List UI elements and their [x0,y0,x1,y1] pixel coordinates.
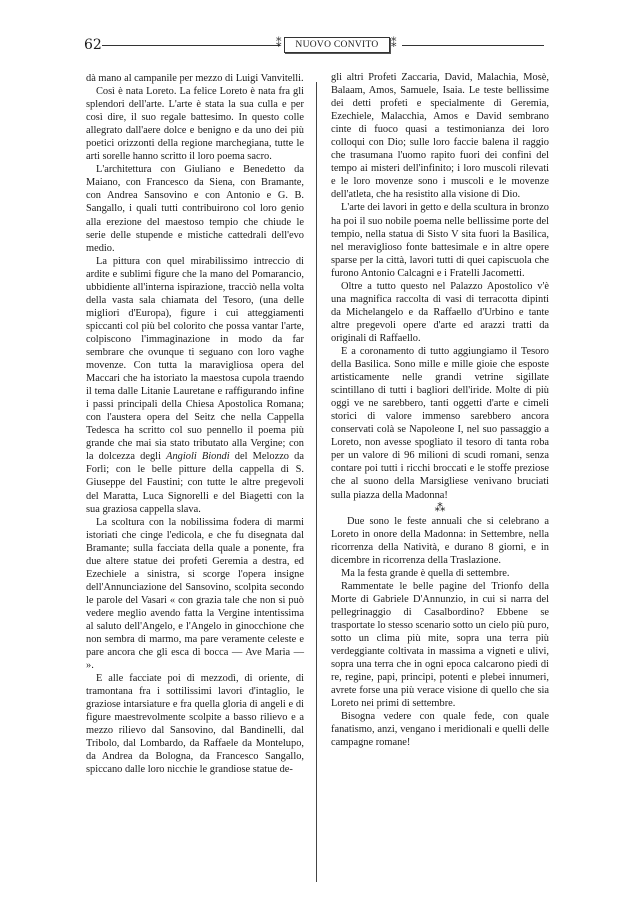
paragraph: E a coronamento di tutto aggiungiamo il Tesoro della Basilica. Sono mille e mille gioie che esposte artisticamente nelle grandi vetrine sigillate scintillano di tutti i bagliori dell'iride. Molte di più oggi ve ne sarebbero, tanti oggetti d'arte e cimeli storici di valore immenso sarebbero ancora conservati colà se Napoleone I, nel suo passaggio a Loreto, non avesse spogliato il tesoro di tanta roba per un valore di 96 milioni di scudi romani, senza contare poi tutti i ricchi broccati e le stoffe preziose che al suono della Marsigliese venivano bruciati sulla piazza della Madonna! [331,345,549,501]
ornament-icon: ⁑ [276,37,282,50]
italic-title: Angioli Biondi [166,451,230,463]
paragraph: Rammentate le belle pagine del Trionfo della Morte di Gabriele D'Annunzio, in cui si narra del pellegrinaggio di Casalbordino? Ebbene se trasportate lo stesso scenario sotto un cielo più puro, sotto un clima più mite, sopra una terra più verdeggiante coltivata in massima a vigneti e ulivi, sopra una terra che in ogni epoca calcarono piedi di re, regine, papi, principi, potenti e plebei innumeri, avrete forse una più verace visione di quello che sia Loreto nei primi di settembre. [331,580,549,710]
paragraph [86,255,304,516]
section-feste [331,515,549,750]
header-rule-left [102,45,280,46]
column-divider [316,82,317,882]
page-number: 62 [84,37,102,53]
paragraph: Bisogna vedere con quale fede, con quale fanatismo, anzi, vengano i meridionali e quelli delle campagne romane! [331,711,549,749]
running-header [84,36,544,58]
paragraph: gli altri Profeti Zaccaria, David, Malachia, Mosè, Balaam, Amos, Samuele, Isaia. Le teste bellissime dei detti profeti e specialmente di Geremia, Ezechiele, Malacchia, Amos e David sembrano cinte di fuoco quasi a testimonianza dei loro colloqui con Dio; sulle loro faccie balena il raggio che trasumana l'uomo rapito fuori dei confini del tempo ai misteri dell'infinito; i loro muscoli rilevati e le loro movenze sono i muscoli e le movenze dell'atleta, che ha resistito alla visione di Dio. [331,72,549,201]
paragraph: Così è nata Loreto. La felice Loreto è nata fra gli splendori dell'arte. L'arte è stata la sua culla e per così dire, il suo regale battesimo. In questo colle allegrato dall'aere dolce e benigno e da uno dei più poetici orizzonti della regione marchegiana, tutte le arti sorelle hanno scritto il loro poema sacro. [86,86,304,163]
paragraph: E alle facciate poi di mezzodì, di oriente, di tramontana fra i sottilissimi lavori d'intaglio, le graziose intarsiature e fra quella gloria di angeli e di figure maestrevolmente scolpite a basso rilievo e a mezzo rilievo dal Sansovino, dal Bandinelli, dal Tribolo, dal Lombardo, da Raffaele da Montelupo, da Andrea da Bologna, da Francesco Sangallo, spiccano dalle loro nicchie le grandiose statue de- [86,673,304,776]
right-column [331,71,549,749]
paragraph: Oltre a tutto questo nel Palazzo Apostolico v'è una magnifica raccolta di vasi di terracotta dipinti da Michelangelo e da Raffaello d'Urbino e tante altre pregevoli opere d'arte ed arazzi tratti da originali di Raffaello. [331,280,549,344]
header-rule-right [402,45,544,46]
paragraph-text: del Melozzo da Forlì; con le belle pitture della cappella di S. Giuseppe del Faustini; con tutte le altre pregevoli del Maratta, Luca Signorelli e del Biagetti con la sua graziosa cappella slava. [86,451,304,515]
asterism-icon: ⁂ [434,501,446,514]
paragraph: L'arte dei lavori in getto e della scultura in bronzo ha poi il suo nobile poema nelle bellissime porte del tempio, nella statua di Sisto V sita fuori la Basilica, nel meraviglioso fonte battesimale e in altre opere sparse per la città, lavori tutti di quei capiscuola che furono Antonio Calcagni e i Fratelli Jacometti. [331,202,549,279]
paragraph: L'architettura con Giuliano e Benedetto da Maiano, con Francesco da Siena, con Bramante, con Andrea Sansovino e con Antonio e G. B. Sangallo, i quali tutti contribuirono col loro genio alla erezione del maestoso tempio che chiude le serie delle stupende e mistiche cattedrali dell'evo medio. [86,164,304,254]
paragraph-text: La pittura con quel mirabilissimo intreccio di ardite e sublimi figure che la mano del Pomarancio, ubbidiente all'interna ispirazione, tracciò nella volta della vasta sala chiamata del Tesoro, (una delle migliori d'Europa), figure i cui atteggiamenti spiccanti col più bel colorito che possa vantar l'arte, colpiscono l'immaginazione in modo da far sembrare che ovunque ti seguano con loro vaghe movenze. Con tutta la maravigliosa opera del Maccari che ha istoriato la maestosa cupola traendo il tema dalle Litanie Lauretane e raffigurando infine i passi principali della Chiesa Apostolica Romana; con l'austera opera del Seitz che nella Cappella Tedesca ha scritto col suo pennello il poema più grande che mai sia stato tributato alla Vergine; con la dolcezza degli [86,255,304,463]
ornament-icon: ⁑ [391,37,397,50]
left-column [86,72,304,777]
paragraph: Due sono le feste annuali che si celebrano a Loreto in onore della Madonna: in Settembre, nella ricorrenza della Natività, e durano 8 giorni, e in dicembre in ricorrenza della Traslazione. [331,515,549,566]
paragraph: La scoltura con la nobilissima fodera di marmi istoriati che cinge l'edicola, e che fu disegnata dal Bramante; sulla facciata della quale a ponente, fra due altere statue dei profeti Geremia a destra, ed Ezechiele a sinistra, si scorge l'opera insigne dell'Annunciazione del Sansovino, scolpita secondo le parole del Vasari « con grazia tale che non si può vedere meglio avendo fatta la Vergine intentissima al saluto dell'Angelo, e l'Angelo in ginocchione che non sembra di marmo, ma pare veramente celeste e pare ancora che gli esca di bocca — Ave Maria — ». [86,516,304,672]
paragraph: Ma la festa grande è quella di settembre. [341,567,510,579]
paragraph: dà mano al campanile per mezzo di Luigi Vanvitelli. [86,73,304,84]
journal-title: NUOVO CONVITO [284,37,390,53]
